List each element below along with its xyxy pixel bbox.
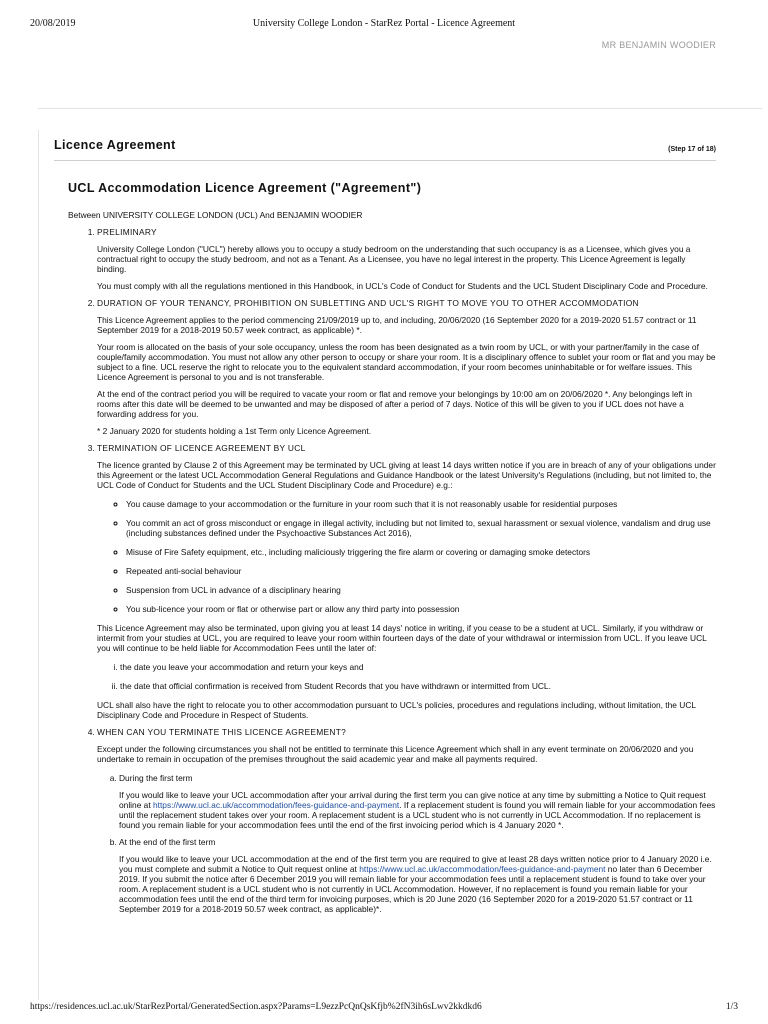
subsection-title: b. At the end of the first term	[119, 837, 216, 847]
list-item: ◦ You cause damage to your accommodation or the furniture in your room such that it is not reasonably usable for residential purposes	[126, 499, 716, 509]
list-item: ◦ Misuse of Fire Safety equipment, etc., including maliciously triggering the fire alarm or covering or damaging smoke detectors	[126, 547, 716, 557]
panel-header	[54, 140, 716, 161]
fees-guidance-link[interactable]: https://www.ucl.ac.uk/accommodation/fees-guidance-and-payment	[153, 800, 400, 810]
parties-line: Between UNIVERSITY COLLEGE LONDON (UCL) And BENJAMIN WOODIER	[68, 210, 363, 220]
section-termination-by-ucl	[97, 443, 716, 720]
print-page-title: University College London - StarRez Portal - Licence Agreement	[252, 18, 516, 29]
agreement-heading: UCL Accommodation Licence Agreement ("Agreement")	[68, 181, 422, 195]
page-number: 1/3	[725, 1002, 738, 1012]
paragraph: Your room is allocated on the basis of your sole occupancy, unless the room has been designated as a twin room by UCL, or with your partner/family in the case of couple/family accommodation. You must not allow any other person to occupy or share your room. It is a disciplinary offence to sublet your room or flat and you may be subject to a fine. UCL reserve the right to relocate you to the equivalent standard accommodation, if your room becomes uninhabitable or for welfare issues. This Licence Agreement is personal to you and is not transferable.	[97, 342, 716, 382]
page-title: Licence Agreement	[54, 138, 176, 152]
paragraph: Except under the following circumstances you shall not be entitled to terminate this Licence Agreement which shall in any event terminate on 20/06/2020 and you undertake to remain in occupation of the premises throughout the said academic year and make all payments required.	[97, 744, 694, 764]
section-title: 4. WHEN CAN YOU TERMINATE THIS LICENCE AGREEMENT?	[97, 727, 347, 737]
footnote: * 2 January 2020 for students holding a 1st Term only Licence Agreement.	[97, 426, 372, 436]
section-duration	[97, 298, 716, 436]
paragraph: University College London ("UCL") hereby allows you to occupy a study bedroom on the understanding that such occupancy is as a Licensee, which gives you a contractual right to occupy the study bedroom, and not as a Tenant. As a Licensee, you have no legal interest in the property. This Licence Agreement is legally binding.	[97, 244, 691, 274]
section-preliminary	[97, 227, 716, 291]
list-item: ◦ You sub-licence your room or flat or otherwise part or allow any third party into possession	[126, 604, 716, 614]
list-item: ii. the date that official confirmation is received from Student Records that you have withdrawn or intermitted from UCL.	[120, 681, 716, 691]
print-url: https://residences.ucl.ac.uk/StarRezPortal/GeneratedSection.aspx?Params=L9ezzPcQnQsKfjb%2fN3ih6sLwv2kkdkd6	[30, 1002, 482, 1012]
termination-options	[97, 773, 716, 914]
print-date: 20/08/2019	[30, 18, 76, 29]
print-footer	[30, 1002, 738, 1014]
breach-list	[97, 499, 716, 614]
user-name[interactable]: MR BENJAMIN WOODIER	[601, 40, 716, 50]
list-item: ◦ Suspension from UCL in advance of a disciplinary hearing	[126, 585, 716, 595]
paragraph: At the end of the contract period you will be required to vacate your room or flat and remove your belongings by 10:00 am on 20/06/2020 *. Any belongings left in rooms after this date will be deemed to be unwanted and may be disposed of after a period of 7 days. Notice of this will be given to you if UCL does not have a forwarding address for you.	[97, 389, 692, 419]
agreement-sections	[68, 227, 716, 914]
header-divider	[38, 108, 762, 109]
list-item	[119, 773, 716, 830]
paragraph: If you would like to leave your UCL accommodation at the end of the first term you are required to give at least 28 days written notice prior to 4 January 2020 i.e. you must complete and submit a Notice to Quit request online at https://www.ucl.ac.uk/accommodation/fees-guidance-and-payment no later than 6 December 2019. If you submit the notice after 6 December 2019 you will remain liable for your accommodation fees until a replacement student is found to take over your room. A replacement student is a UCL student who is not currently in UCL Accommodation. However, if no replacement is found you remain liable for your accommodation fees until the end of the third term for invoicing purposes, which is 20 June 2020 (16 September 2020 for a 2019-2020 51.57 contract or 11 September 2019 for a 2018-2019 50.57 week contract, as applicable)*.	[119, 854, 712, 914]
list-item: ◦ Repeated anti-social behaviour	[126, 566, 716, 576]
liability-list	[97, 662, 716, 691]
step-indicator: (Step 17 of 18)	[668, 146, 716, 153]
fees-guidance-link[interactable]: https://www.ucl.ac.uk/accommodation/fees-guidance-and-payment	[359, 864, 606, 874]
print-header	[30, 18, 738, 32]
list-item: ◦ You commit an act of gross misconduct or engage in illegal activity, including but not limited to, sexual harassment or sexual violence, vandalism and drug use (including substances defined under the Psychoactive Substances Act 2016),	[126, 518, 716, 538]
list-item: i. the date you leave your accommodation and return your keys and	[120, 662, 716, 672]
section-title: 1. PRELIMINARY	[97, 227, 157, 237]
section-termination-by-you	[97, 727, 716, 914]
section-title: 2. DURATION OF YOUR TENANCY, PROHIBITION ON SUBLETTING AND UCL'S RIGHT TO MOVE YOU TO OTHER ACCOMMODATION	[97, 298, 639, 308]
paragraph: UCL shall also have the right to relocate you to other accommodation pursuant to UCL's policies, procedures and regulations including, without limitation, the UCL Disciplinary Code and Procedure in Respect of Students.	[97, 700, 696, 720]
subsection-title: a. During the first term	[119, 773, 193, 783]
paragraph: The licence granted by Clause 2 of this Agreement may be terminated by UCL giving at least 14 days written notice if you are in breach of any of your obligations under this Agreement or the latest UCL Accommodation General Regulations and Guidance Handbook or the latest University's Regulations (including, but not limited to, the UCL Code of Conduct for Students and the UCL Student Disciplinary Code and Procedure) e.g.:	[97, 460, 716, 490]
list-item	[119, 837, 716, 914]
agreement-content	[68, 180, 716, 921]
paragraph: If you would like to leave your UCL accommodation after your arrival during the first term you can give notice at any time by submitting a Notice to Quit request online at https://www.ucl.ac.uk/accommodation/fees-guidance-and-payment. If a replacement student is found you will remain liable for your accommodation fees until the replacement student takes over your room. A replacement student is a UCL student who is not currently in UCL Accommodation. If no replacement is found you remain liable for your accommodation fees until the end of the first invoicing period which is 4 January 2020 *.	[119, 790, 716, 830]
paragraph: This Licence Agreement applies to the period commencing 21/09/2019 up to, and including, 20/06/2020 (16 September 2020 for a 2019-2020 51.57 contract or 11 September 2019 for a 2018-2019 50.57 week contract, as applicable) *.	[97, 315, 697, 335]
paragraph: You must comply with all the regulations mentioned in this Handbook, in UCL's Code of Conduct for Students and the UCL Student Disciplinary Code and Procedure.	[97, 281, 708, 291]
section-title: 3. TERMINATION OF LICENCE AGREEMENT BY UCL	[97, 443, 306, 453]
paragraph: This Licence Agreement may also be terminated, upon giving you at least 14 days' notice in writing, if you cease to be a student at UCL. Similarly, if you withdraw or intermit from your studies at UCL, you are required to leave your room within fourteen days of the date of your withdrawal or intermission from UCL. If you leave UCL you will continue to be held liable for Accommodation Fees until the later of:	[97, 623, 707, 653]
